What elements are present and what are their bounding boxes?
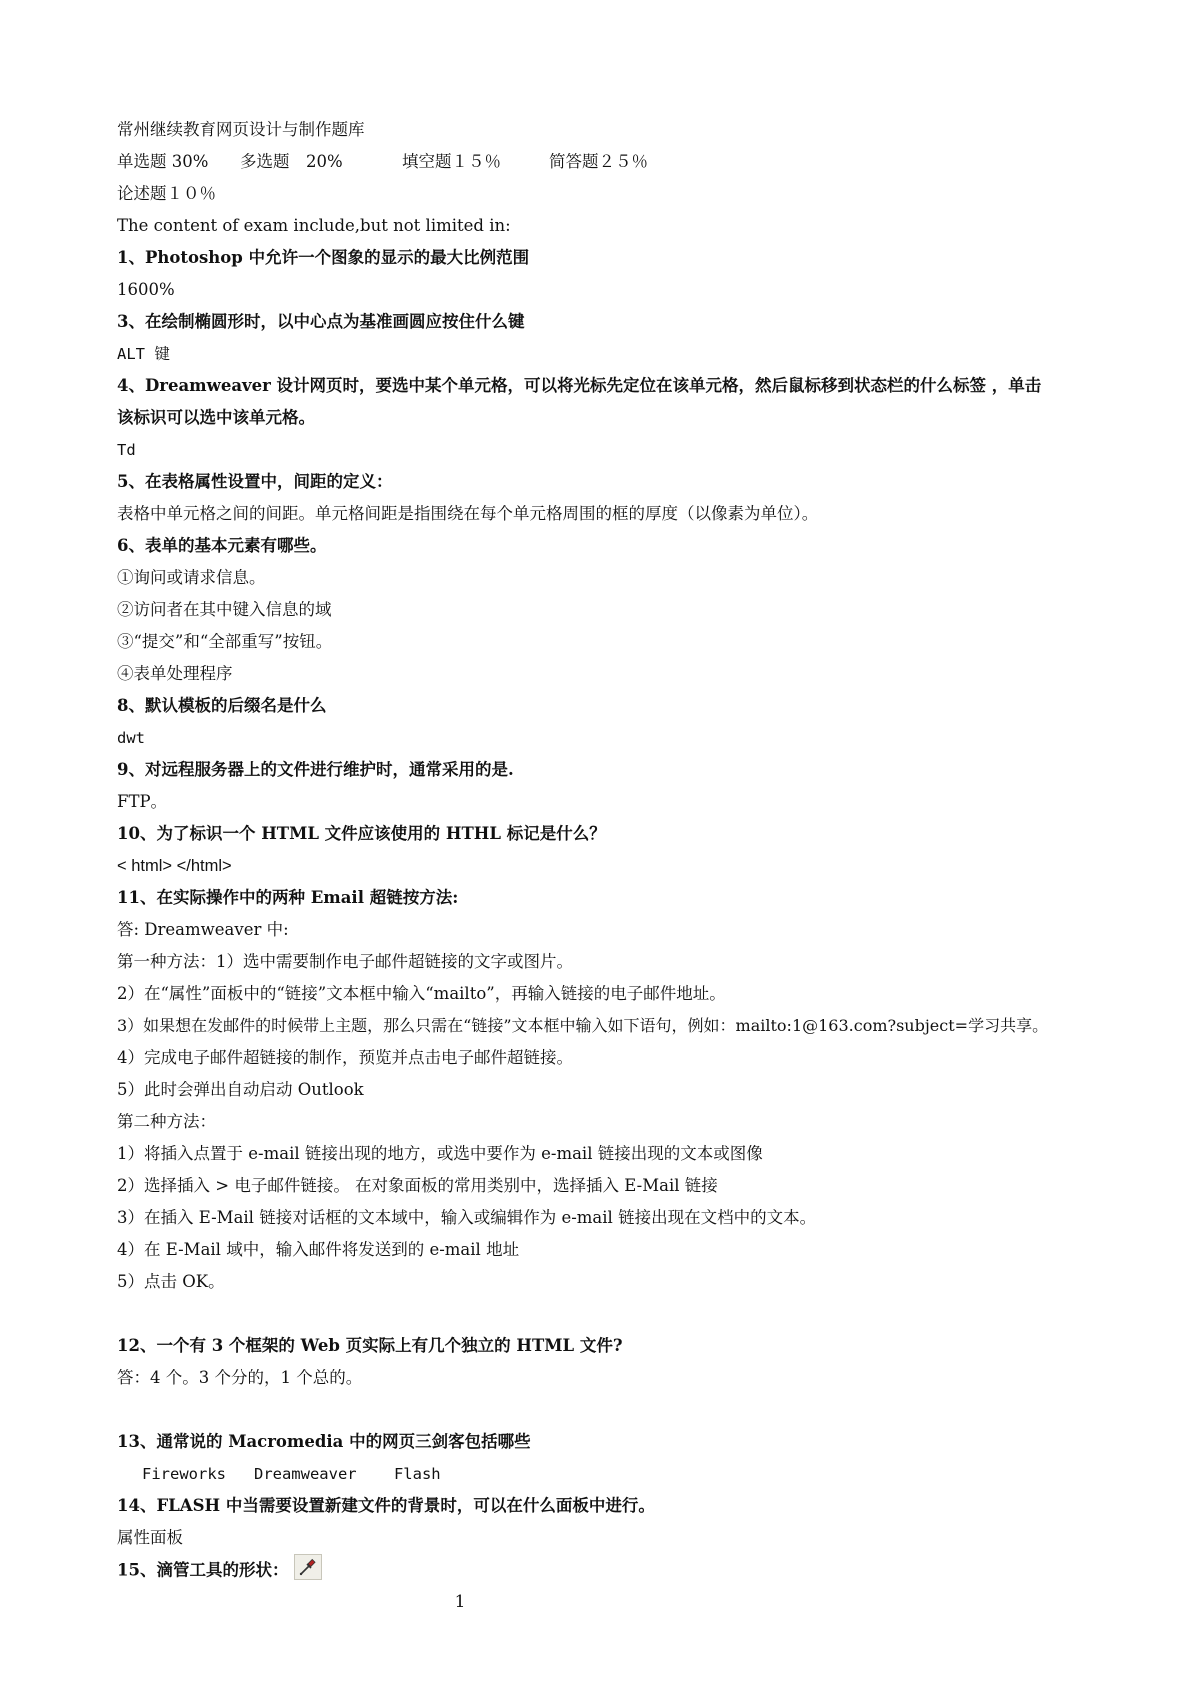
question-9: 9、对远程服务器上的文件进行维护时，通常采用的是. [117, 760, 514, 779]
question-1: 1、Photoshop 中允许一个图象的显示的最大比例范围 [117, 248, 530, 267]
answer-5: 表格中单元格之间的间距。单元格间距是指围绕在每个单元格周围的框的厚度（以像素为单位）。 [117, 504, 819, 523]
answer-8: dwt [117, 729, 145, 747]
score-single-choice: 单选题 30% [117, 152, 209, 171]
question-6: 6、表单的基本元素有哪些。 [117, 536, 327, 555]
score-fill-blank: 填空题１５％ [402, 152, 501, 171]
question-4-line-1: 4、Dreamweaver 设计网页时，要选中某个单元格，可以将光标先定位在该单元格，然后鼠标移到状态栏的什么标签 ，单击 [117, 376, 1042, 395]
answer-11-line: 5）点击 OK。 [117, 1272, 225, 1291]
question-12: 12、一个有 3 个框架的 Web 页实际上有几个独立的 HTML 文件? [117, 1336, 623, 1355]
score-essay: 论述题１０％ [117, 184, 216, 203]
answer-11-line: 第一种方法：1）选中需要制作电子邮件超链接的文字或图片。 [117, 952, 573, 971]
answer-6-item: ④表单处理程序 [117, 664, 233, 683]
answer-6-item: ②访问者在其中键入信息的域 [117, 600, 332, 619]
question-5: 5、在表格属性设置中，间距的定义： [117, 472, 393, 491]
answer-11-line: 答: Dreamweaver 中: [117, 920, 289, 939]
answer-11-line: 2）在“属性”面板中的“链接”文本框中输入“mailto”，再输入链接的电子邮件地址。 [117, 984, 726, 1003]
document-title: 常州继续教育网页设计与制作题库 [117, 120, 365, 139]
answer-3: ALT 键 [117, 345, 170, 363]
answer-11-line: 第二种方法： [117, 1112, 216, 1131]
question-15-row [117, 1558, 322, 1584]
question-14: 14、FLASH 中当需要设置新建文件的背景时，可以在什么面板中进行。 [117, 1496, 655, 1515]
score-multiple-choice: 多选题 20% [240, 152, 343, 171]
answer-6-item: ①询问或请求信息。 [117, 568, 266, 587]
answer-11-line: 4）完成电子邮件超链接的制作，预览并点击电子邮件超链接。 [117, 1048, 573, 1067]
answer-14: 属性面板 [117, 1528, 183, 1547]
answer-6-item: ③“提交”和“全部重写”按钮。 [117, 632, 333, 651]
page-number: 1 [454, 1592, 466, 1612]
question-15: 15、滴管工具的形状： [117, 1560, 289, 1580]
question-10: 10、为了标识一个 HTML 文件应该使用的 HTHL 标记是什么？ [117, 824, 606, 843]
question-13: 13、通常说的 Macromedia 中的网页三剑客包括哪些 [117, 1432, 531, 1451]
question-8: 8、默认模板的后缀名是什么 [117, 696, 327, 715]
eyedropper-icon [294, 1554, 322, 1580]
answer-11-line: 5）此时会弹出自动启动 Outlook [117, 1080, 364, 1099]
answer-11-line: 4）在 E-Mail 域中，输入邮件将发送到的 e-mail 地址 [117, 1240, 520, 1259]
answer-11-line: 2）选择插入 > 电子邮件链接。 在对象面板的常用类别中，选择插入 E-Mail 链接 [117, 1176, 718, 1195]
intro-text: The content of exam include,but not limited in: [117, 216, 511, 235]
answer-12: 答：4 个。3 个分的，1 个总的。 [117, 1368, 363, 1387]
question-4-line-2: 该标识可以选中该单元格。 [117, 408, 315, 427]
answer-11-line: 1）将插入点置于 e-mail 链接出现的地方，或选中要作为 e-mail 链接出现的文本或图像 [117, 1144, 763, 1163]
answer-4: Td [117, 441, 136, 459]
score-short-answer: 简答题２５％ [549, 152, 648, 171]
answer-13: Fireworks Dreamweaver Flash [142, 1465, 441, 1483]
answer-11-line: 3）如果想在发邮件的时候带上主题，那么只需在“链接”文本框中输入如下语句，例如：mailto:1@163.com?subject=学习共享。 [117, 1016, 1049, 1035]
answer-11-line: 3）在插入 E-Mail 链接对话框的文本域中，输入或编辑作为 e-mail 链接出现在文档中的文本。 [117, 1208, 817, 1227]
answer-1: 1600% [117, 280, 175, 299]
answer-9: FTP。 [117, 792, 168, 811]
answer-10: < html> </html> [117, 857, 232, 875]
score-distribution [117, 150, 817, 174]
question-11: 11、在实际操作中的两种 Email 超链按方法: [117, 888, 459, 907]
question-3: 3、在绘制椭圆形时，以中心点为基准画圆应按住什么键 [117, 312, 525, 331]
